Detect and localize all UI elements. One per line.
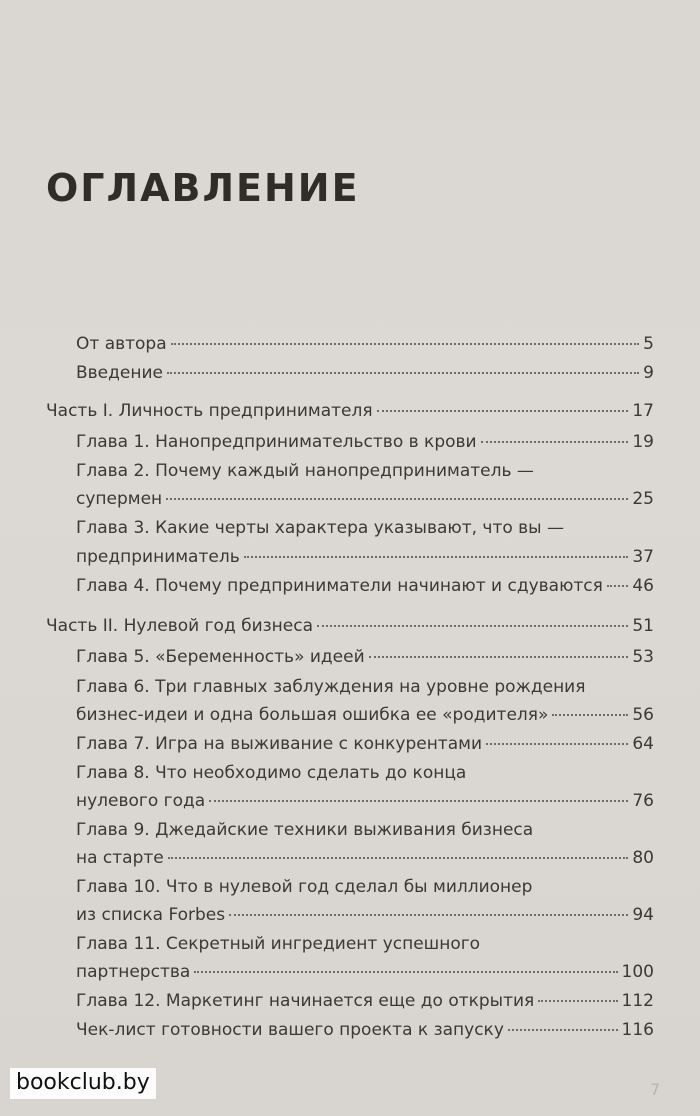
toc-entry (76, 487, 654, 511)
toc-page-number: 37 (632, 547, 654, 567)
toc-entry-text: Часть I. Личность предпринимателя (46, 401, 373, 421)
toc-entry-first-line: Глава 6. Три главных заблуждения на уровне рождения (76, 677, 586, 697)
toc-leader (552, 714, 628, 716)
toc-entry (76, 645, 654, 669)
toc-entry-text: супермен (76, 489, 163, 509)
toc-leader (244, 556, 629, 558)
toc-page-number: 116 (621, 1020, 654, 1040)
toc-entry-text: Глава 5. «Беременность» идеей (76, 647, 365, 667)
toc-page-number: 19 (632, 432, 654, 452)
toc-page-number: 17 (632, 401, 654, 421)
toc-entry-first-line: Глава 3. Какие черты характера указывают, что вы — (76, 518, 564, 538)
toc-entry-text: из списка Forbes (76, 905, 226, 925)
toc-leader (607, 585, 629, 587)
page-title: ОГЛАВЛЕНИЕ (46, 166, 360, 210)
toc-leader (538, 1000, 617, 1002)
toc-entry (76, 361, 654, 385)
toc-entry (76, 789, 654, 813)
toc-entry-text: Глава 12. Маркетинг начинается еще до открытия (76, 991, 535, 1011)
toc-leader (167, 372, 639, 374)
toc-entry-text: предприниматель (76, 547, 240, 567)
toc-page-number: 53 (632, 647, 654, 667)
toc-entry-text: Глава 4. Почему предприниматели начинают и сдуваются (76, 576, 603, 596)
toc-page-number: 5 (643, 334, 654, 354)
watermark-logo: bookclub.by (10, 1068, 156, 1099)
toc-entry (76, 430, 654, 454)
toc-entry-text: на старте (76, 848, 164, 868)
toc-entry (76, 846, 654, 870)
toc-entry (76, 332, 654, 356)
toc-page-number: 56 (632, 705, 654, 725)
toc-entry-text: нулевого года (76, 791, 206, 811)
toc-entry-text: Глава 7. Игра на выживание с конкурентами (76, 734, 482, 754)
toc-entry (76, 545, 654, 569)
toc-leader (166, 498, 628, 500)
toc-page-number: 9 (643, 363, 654, 383)
toc-entry (76, 903, 654, 927)
toc-part-entry (46, 399, 654, 423)
toc-part-entry (46, 614, 654, 638)
toc-leader (508, 1029, 618, 1031)
toc-entry-first-line: Глава 8. Что необходимо сделать до конца (76, 763, 467, 783)
toc-entry-text: Чек-лист готовности вашего проекта к запуску (76, 1020, 504, 1040)
toc-entry (76, 1018, 654, 1042)
toc-entry-text: От автора (76, 334, 167, 354)
toc-entry (76, 960, 654, 984)
toc-page-number: 112 (621, 991, 654, 1011)
toc-entry (76, 732, 654, 756)
toc-page-number: 100 (621, 962, 654, 982)
toc-leader (229, 914, 628, 916)
toc-entry-first-line: Глава 9. Джедайские техники выживания бизнеса (76, 820, 534, 840)
toc-entry-text: Часть II. Нулевой год бизнеса (46, 616, 314, 636)
toc-leader (168, 857, 629, 859)
toc-entry-first-line: Глава 2. Почему каждый нанопредприниматель — (76, 461, 534, 481)
toc-page-number: 94 (632, 905, 654, 925)
toc-page-number: 80 (632, 848, 654, 868)
toc-page-number: 76 (632, 791, 654, 811)
toc-leader (377, 410, 629, 412)
toc-leader (171, 343, 640, 345)
toc-entry (76, 574, 654, 598)
page-number: 7 (650, 1080, 661, 1099)
toc-entry (76, 989, 654, 1013)
toc-page-number: 51 (632, 616, 654, 636)
toc-leader (369, 656, 629, 658)
toc-entry-first-line: Глава 11. Секретный ингредиент успешного (76, 934, 481, 954)
toc-entry-text: бизнес-идеи и одна большая ошибка ее «родителя» (76, 705, 549, 725)
toc-entry-text: Введение (76, 363, 163, 383)
toc-entry-first-line: Глава 10. Что в нулевой год сделал бы миллионер (76, 877, 533, 897)
toc-entry-text: Глава 1. Нанопредпринимательство в крови (76, 432, 477, 452)
toc-page-number: 46 (632, 576, 654, 596)
toc-page-number: 25 (632, 489, 654, 509)
toc-leader (317, 625, 628, 627)
toc-entry (76, 703, 654, 727)
toc-leader (481, 441, 629, 443)
toc-page-number: 64 (632, 734, 654, 754)
toc-leader (209, 800, 628, 802)
toc-entry-text: партнерства (76, 962, 191, 982)
toc-leader (486, 743, 628, 745)
toc-leader (194, 971, 617, 973)
